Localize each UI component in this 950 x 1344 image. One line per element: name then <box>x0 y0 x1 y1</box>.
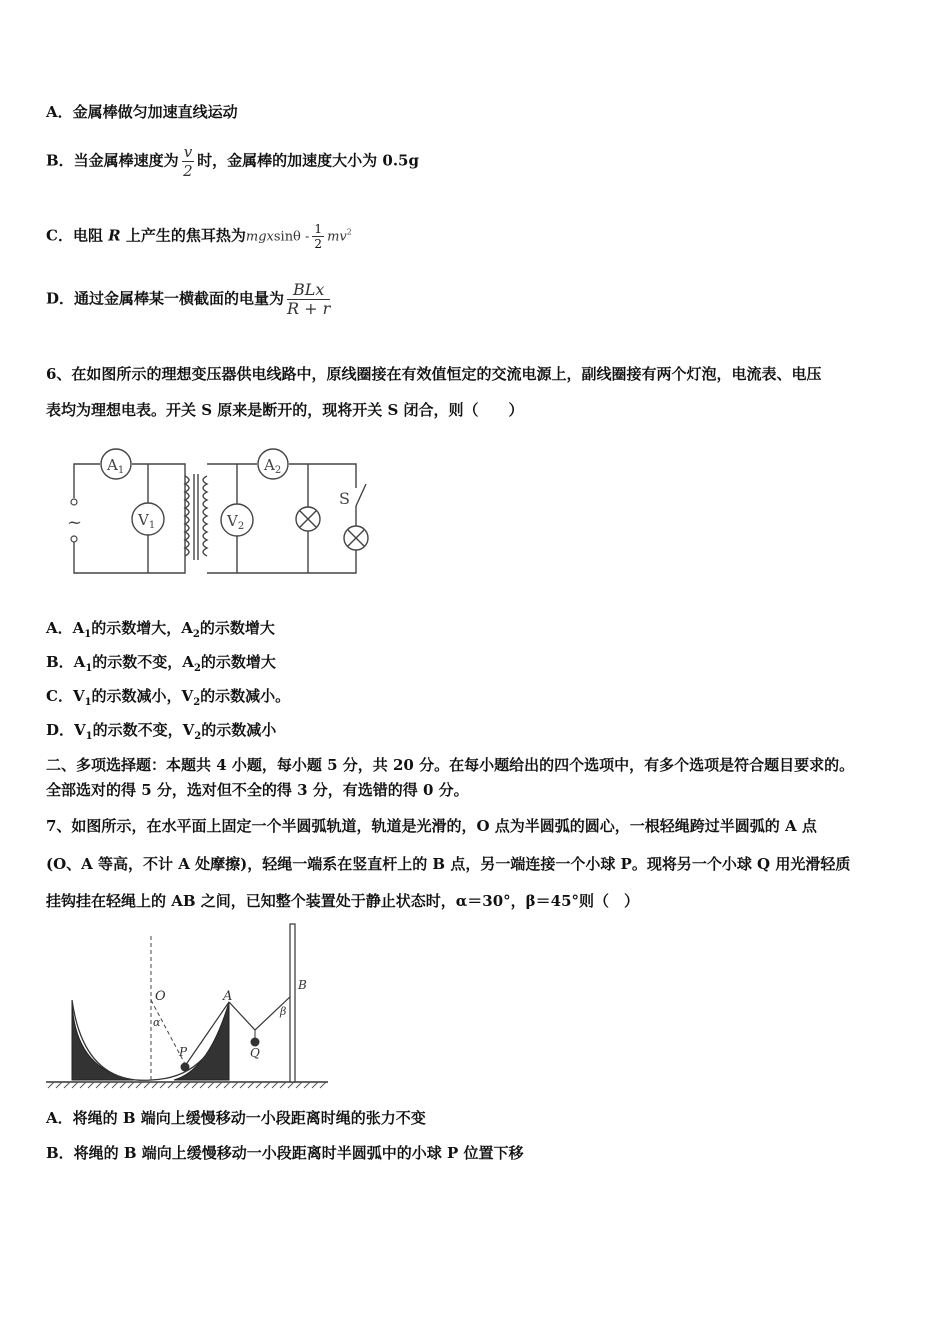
svg-text:β: β <box>280 1005 287 1018</box>
switch-label: S <box>339 489 350 508</box>
svg-text:P: P <box>179 1045 188 1059</box>
q5-option-d: D．通过金属棒某一横截面的电量为 $\frac{\text{BLx}}{R + r}$ <box>46 280 331 318</box>
lamp-2-icon <box>344 526 368 550</box>
semicircle-track-diagram <box>44 920 334 1092</box>
q7-stem-line3: 挂钩挂在轻绳上的 AB 之间，已知整个装置处于静止状态时，α＝30°，β＝45°则（ ） <box>46 892 640 910</box>
q7-stem-line1: 7、如图所示，在水平面上固定一个半圆弧轨道，轨道是光滑的，O 点为半圆弧的圆心，一根轻绳跨过半圆弧的 A 点 <box>46 817 817 835</box>
q6-stem-line1: 6、在如图所示的理想变压器供电线路中，原线圈接在有效值恒定的交流电源上，副线圈接有两个灯泡，电流表、电压 <box>46 365 822 383</box>
ac-source-symbol: ~ <box>67 512 83 533</box>
ball-p-icon <box>181 1063 190 1072</box>
svg-text:A2: $A_2$ <box>264 456 282 476</box>
q7-option-b: B．将绳的 B 端向上缓慢移动一小段距离时半圆弧中的小球 P 位置下移 <box>46 1144 524 1162</box>
svg-text:Q: Q <box>250 1046 260 1060</box>
section-2-header-line1: 二、多项选择题：本题共 4 小题，每小题 5 分，共 20 分。在每小题给出的四个选项中，有多个选项是符合题目要求的。 <box>46 756 855 774</box>
svg-text:V2: $V_2$ <box>227 512 245 532</box>
svg-text:O: O <box>155 989 166 1004</box>
transformer-circuit-diagram <box>60 448 380 583</box>
lamp-1-icon <box>296 507 320 531</box>
svg-text:B: B <box>298 978 307 992</box>
q7-option-a: A．将绳的 B 端向上缓慢移动一小段距离时绳的张力不变 <box>46 1109 426 1127</box>
svg-text:A1: $A_1$ <box>107 456 125 476</box>
q6-option-c: C．$V_1$的示数减小，$V_2$的示数减小。 <box>46 687 291 708</box>
q5-option-b: B．当金属棒速度为 $\frac{v}{2}$ 时，金属棒的加速度大小为 0.5g <box>46 143 419 180</box>
q5-option-a: A．金属棒做匀加速直线运动 <box>46 103 238 121</box>
q6-option-d: D．$V_1$的示数不变，$V_2$的示数减小 <box>46 721 277 742</box>
q5-option-c: C．电阻 R 上产生的焦耳热为mgxsinθ - $\frac{1}{2}$ $mv^2$ <box>46 222 352 251</box>
svg-text:A: A <box>223 989 233 1004</box>
section-2-header-line2: 全部选对的得 5 分，选对但不全的得 3 分，有选错的得 0 分。 <box>46 781 469 799</box>
vertical-pole <box>290 924 295 1082</box>
q6-option-b: B．$A_1$的示数不变，$A_2$的示数增大 <box>46 653 276 674</box>
q6-option-a: A．$A_1$的示数增大，$A_2$的示数增大 <box>46 619 275 640</box>
q6-stem-line2: 表均为理想电表。开关 S 原来是断开的，现将开关 S 闭合，则（ ） <box>46 401 524 419</box>
svg-text:α: α <box>153 1016 161 1029</box>
q7-stem-line2: (O、A 等高，不计 A 处摩擦)，轻绳一端系在竖直杆上的 B 点，另一端连接一个小球 P。现将另一个小球 Q 用光滑轻质 <box>46 855 851 873</box>
svg-text:V1: $V_1$ <box>138 511 156 531</box>
